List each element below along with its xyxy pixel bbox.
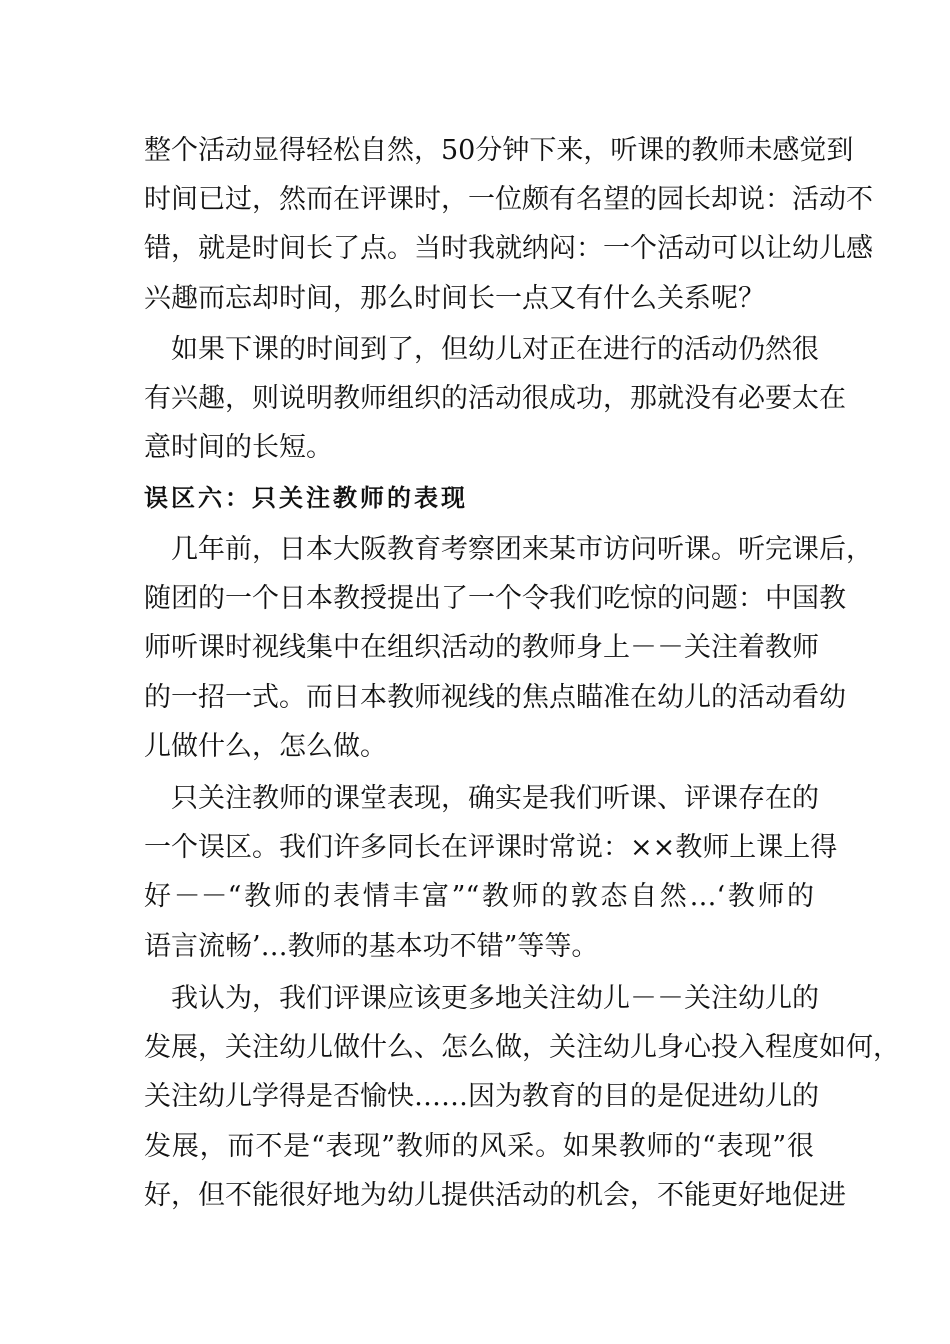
text-line: 意时间的长短。: [144, 432, 333, 463]
text-line: 整个活动显得轻松自然，50分钟下来，听课的教师未感觉到: [144, 135, 854, 166]
text-line: 关注幼儿学得是否愉快……因为教育的目的是促进幼儿的: [144, 1081, 819, 1112]
section-heading: 误区六：只关注教师的表现: [144, 484, 468, 512]
text-line: 兴趣而忘却时间，那么时间长一点又有什么关系呢？: [144, 283, 765, 314]
text-line: 语言流畅’…教师的基本功不错”等等。: [144, 931, 599, 962]
text-line: 一个误区。我们许多同长在评课时常说：××教师上课上得: [144, 832, 838, 863]
text-line: 有兴趣，则说明教师组织的活动很成功，那就没有必要太在: [144, 383, 846, 414]
text-line: 只关注教师的课堂表现，确实是我们听课、评课存在的: [144, 783, 819, 814]
text-line: 儿做什么，怎么做。: [144, 731, 387, 762]
text-line: 几年前，日本大阪教育考察团来某市访问听课。听完课后，: [144, 534, 873, 565]
text-line: 的一招一式。而日本教师视线的焦点瞄准在幼儿的活动看幼: [144, 682, 846, 713]
text-line: 如果下课的时间到了，但幼儿对正在进行的活动仍然很: [144, 334, 819, 365]
text-line: 师听课时视线集中在组织活动的教师身上－－关注着教师: [144, 632, 819, 663]
text-line: 我认为，我们评课应该更多地关注幼儿－－关注幼儿的: [144, 983, 819, 1014]
text-line: 发展，关注幼儿做什么、怎么做，关注幼儿身心投入程度如何，: [144, 1032, 900, 1063]
text-line: 好－－“教师的表情丰富”“教师的敦态自然…‘教师的: [144, 881, 814, 912]
text-line: 错，就是时间长了点。当时我就纳闷：一个活动可以让幼儿感: [144, 233, 873, 264]
text-line: 时间已过，然而在评课时，一位颇有名望的园长却说：活动不: [144, 184, 873, 215]
text-line: 随团的一个日本教授提出了一个令我们吃惊的问题：中国教: [144, 583, 846, 614]
text-line: 发展，而不是“表现”教师的风采。如果教师的“表现”很: [144, 1131, 814, 1162]
text-line: 好，但不能很好地为幼儿提供活动的机会，不能更好地促进: [144, 1180, 846, 1211]
